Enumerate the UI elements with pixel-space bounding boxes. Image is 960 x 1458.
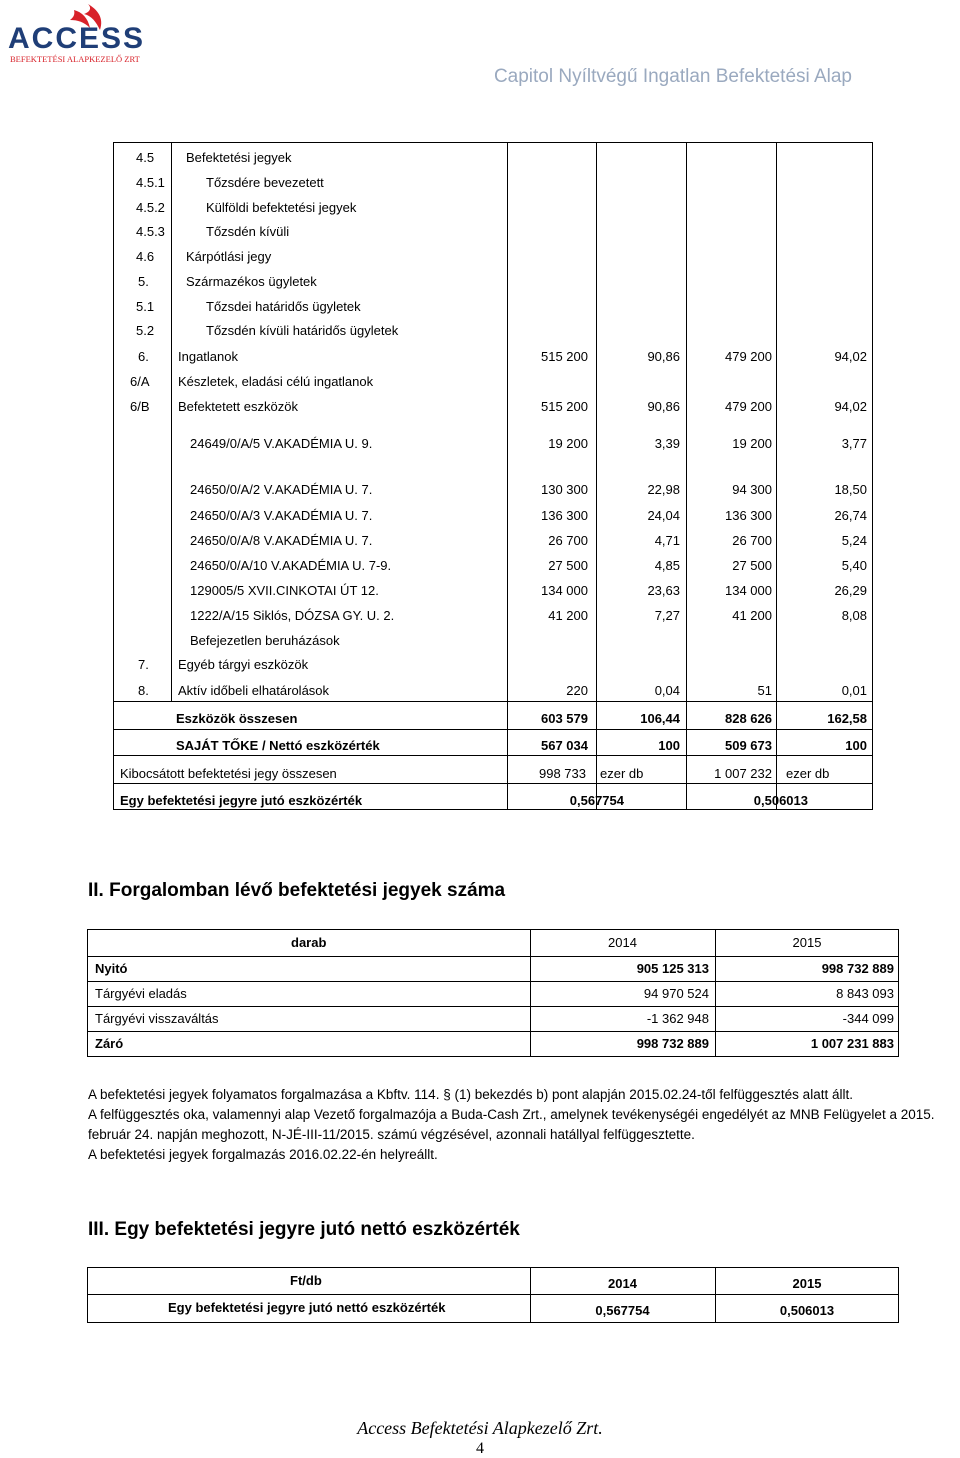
page-number: 4 [476, 1440, 484, 1457]
table-rule [171, 142, 172, 702]
table-rule [113, 755, 873, 756]
percent-2014: 0,04 [654, 683, 680, 698]
row-label: Befektetett eszközök [178, 399, 298, 414]
row-label: 24650/0/A/8 V.AKADÉMIA U. 7. [190, 533, 373, 548]
percent-2014: 90,86 [647, 349, 680, 364]
total-assets-2015: 828 626 [725, 711, 772, 726]
access-logo [4, 0, 176, 68]
row-code: 5. [138, 274, 149, 289]
row-label: Tőzsdén kívüli [206, 224, 290, 239]
total-assets-label: Eszközök összesen [176, 711, 298, 726]
table-rule [87, 929, 88, 1057]
value-2015: 136 300 [725, 508, 772, 523]
percent-2015: 3,77 [841, 436, 867, 451]
row-label: 24650/0/A/10 V.AKADÉMIA U. 7-9. [190, 558, 392, 573]
percent-2014: 4,71 [654, 533, 680, 548]
header-2015: 2015 [792, 935, 822, 950]
table-rule [596, 142, 597, 810]
table-rule [87, 981, 899, 982]
row-label: Záró [95, 1036, 124, 1051]
nav-per-unit-2014: 0,567754 [569, 793, 624, 808]
row-code: 4.6 [136, 249, 155, 264]
footer-company: Access Befektetési Alapkezelő Zrt. [357, 1418, 603, 1438]
row-code: 4.5.3 [136, 224, 165, 239]
table-rule [776, 142, 777, 810]
value-2015: 51 [757, 683, 772, 698]
table-rule [113, 783, 873, 784]
value-2014: 130 300 [541, 482, 588, 497]
table-rule [686, 142, 687, 810]
row-label: Származékos ügyletek [186, 274, 317, 289]
row-label: Tárgyévi visszaváltás [95, 1011, 219, 1026]
percent-2015: 5,40 [841, 558, 867, 573]
header-darab: darab [291, 935, 327, 950]
value-2015: -344 099 [842, 1011, 894, 1026]
equity-label: SAJÁT TŐKE / Nettó eszközérték [176, 738, 380, 753]
paragraph-1: A befektetési jegyek folyamatos forgalmazása a Kbftv. 114. § (1) bekezdés b) pont alapján 2015.02.24-től felfüggesztés alatt állt. [88, 1087, 853, 1102]
section-3-title: III. Egy befektetési jegyre jutó nettó eszközérték [88, 1219, 520, 1240]
row-code: 5.1 [136, 299, 155, 314]
value-2015: 479 200 [725, 349, 772, 364]
equity-pct-2014: 100 [658, 738, 680, 753]
row-code: 4.5.1 [136, 175, 165, 190]
value-2014: 136 300 [541, 508, 588, 523]
nav-per-unit-label: Egy befektetési jegyre jutó eszközérték [120, 793, 363, 808]
percent-2014: 90,86 [647, 399, 680, 414]
value-2014: 134 000 [541, 583, 588, 598]
value-2014: 19 200 [548, 436, 588, 451]
value-2014: 905 125 313 [636, 961, 709, 976]
equity-2015: 509 673 [725, 738, 772, 753]
row-label: Tőzsdei határidős ügyletek [206, 299, 361, 314]
table-rule [87, 1056, 899, 1057]
value-2015: 27 500 [732, 558, 772, 573]
row-label: Aktív időbeli elhatárolások [178, 683, 330, 698]
row-code: 4.5 [136, 150, 155, 165]
row-label: 1222/A/15 Siklós, DÓZSA GY. U. 2. [190, 608, 395, 623]
row-label: Befejezetlen beruházások [190, 633, 340, 648]
row-label: Külföldi befektetési jegyek [206, 200, 357, 215]
percent-2015: 26,29 [834, 583, 867, 598]
percent-2014: 23,63 [647, 583, 680, 598]
logo-subtitle: BEFEKTETÉSI ALAPKEZELŐ ZRT [10, 54, 140, 64]
percent-2015: 94,02 [834, 349, 867, 364]
page-header-title: Capitol Nyíltvégű Ingatlan Befektetési Alap [493, 66, 852, 87]
row-label: 24650/0/A/3 V.AKADÉMIA U. 7. [190, 508, 373, 523]
value-2014: 998 732 889 [636, 1036, 709, 1051]
row-code: 5.2 [136, 323, 155, 338]
row-label: 24650/0/A/2 V.AKADÉMIA U. 7. [190, 482, 373, 497]
row-code: 4.5.2 [136, 200, 165, 215]
issued-2015: 1 007 232 [714, 766, 772, 781]
percent-2015: 5,24 [841, 533, 867, 548]
paragraph-4: A befektetési jegyek forgalmazás 2016.02.22-én helyreállt. [88, 1147, 438, 1162]
row-code: 7. [138, 657, 149, 672]
value-2015: 26 700 [732, 533, 772, 548]
percent-2015: 18,50 [834, 482, 867, 497]
value-2014: 41 200 [548, 608, 588, 623]
header-2014: 2014 [608, 935, 637, 950]
table-rule [87, 929, 899, 930]
row-label: Befektetési jegyek [186, 150, 292, 165]
equity-2014: 567 034 [541, 738, 588, 753]
percent-2015: 8,08 [841, 608, 867, 623]
value-2014: 27 500 [548, 558, 588, 573]
issued-unit-2015: ezer db [786, 766, 830, 781]
logo-text: ACCESS [8, 22, 146, 55]
row-label: Tőzsdére bevezetett [206, 175, 324, 190]
value-2014: 26 700 [548, 533, 588, 548]
row-label: Tárgyévi eladás [95, 986, 187, 1001]
value-2015: 1 007 231 883 [810, 1036, 894, 1051]
table-rule [87, 1267, 88, 1323]
value-2014: 220 [566, 683, 588, 698]
value-2015: 479 200 [725, 399, 772, 414]
table-rule [113, 701, 114, 809]
percent-2014: 22,98 [647, 482, 680, 497]
value-2014: 515 200 [541, 349, 588, 364]
percent-2014: 7,27 [654, 608, 680, 623]
row-label: Ingatlanok [178, 349, 238, 364]
nav-per-unit-2015: 0,506013 [753, 793, 808, 808]
row-label: Egyéb tárgyi eszközök [178, 657, 309, 672]
issued-unit-2014: ezer db [600, 766, 644, 781]
paragraph-3: február 24. napján meghozott, N-JÉ-III-11/2015. számú végzésével, azonnali hatállyal felfüggesztette. [88, 1127, 695, 1142]
total-assets-2014: 603 579 [541, 711, 588, 726]
table-rule [87, 1031, 899, 1032]
row-code: 6. [138, 349, 149, 364]
value-2014: -1 362 948 [646, 1011, 709, 1026]
header-2015: 2015 [792, 1276, 822, 1291]
total-assets-pct-2014: 106,44 [640, 711, 680, 726]
value-2014: 94 970 524 [643, 986, 709, 1001]
row-label: Készletek, eladási célú ingatlanok [178, 374, 374, 389]
row-label: Egy befektetési jegyre jutó nettó eszközérték [168, 1300, 446, 1315]
row-label: 24649/0/A/5 V.AKADÉMIA U. 9. [190, 436, 373, 451]
row-code: 6/A [130, 374, 150, 389]
issued-2014: 998 733 [539, 766, 586, 781]
table-rule [87, 1006, 899, 1007]
issued-label: Kibocsátott befektetési jegy összesen [120, 766, 337, 781]
percent-2014: 3,39 [654, 436, 680, 451]
table-rule [113, 729, 873, 730]
value-2014: 0,567754 [595, 1303, 650, 1318]
table-rule [113, 142, 873, 143]
value-2015: 41 200 [732, 608, 772, 623]
header-2014: 2014 [608, 1276, 637, 1291]
percent-2015: 0,01 [841, 683, 867, 698]
table-rule [113, 142, 114, 702]
row-code: 6/B [130, 399, 150, 414]
row-label: Nyitó [95, 961, 128, 976]
percent-2014: 4,85 [654, 558, 680, 573]
value-2014: 515 200 [541, 399, 588, 414]
table-rule [507, 142, 508, 810]
percent-2014: 24,04 [647, 508, 680, 523]
value-2015: 0,506013 [779, 1303, 835, 1318]
table-rule [87, 1322, 899, 1323]
value-2015: 998 732 889 [821, 961, 894, 976]
value-2015: 134 000 [725, 583, 772, 598]
value-2015: 19 200 [732, 436, 772, 451]
row-label: Tőzsdén kívüli határidős ügyletek [206, 323, 399, 338]
table-rule [87, 1267, 899, 1268]
table-rule [113, 701, 873, 702]
value-2015: 94 300 [732, 482, 772, 497]
table-rule [87, 1294, 899, 1295]
table-rule [872, 142, 873, 810]
header-ft-db: Ft/db [290, 1273, 322, 1288]
equity-pct-2015: 100 [845, 738, 867, 753]
section-2-title: II. Forgalomban lévő befektetési jegyek száma [88, 880, 506, 901]
table-rule [113, 809, 873, 810]
table-rule [87, 956, 899, 957]
value-2015: 8 843 093 [836, 986, 894, 1001]
row-label: Kárpótlási jegy [186, 249, 272, 264]
percent-2015: 26,74 [834, 508, 867, 523]
percent-2015: 94,02 [834, 399, 867, 414]
total-assets-pct-2015: 162,58 [827, 711, 867, 726]
row-code: 8. [138, 683, 149, 698]
paragraph-2: A felfüggesztés oka, valamennyi alap Vezető forgalmazója a Buda-Cash Zrt., amelynek tevékenységéi engedélyét az MNB Felügyelet a 2015. [88, 1107, 935, 1122]
row-label: 129005/5 XVII.CINKOTAI ÚT 12. [190, 583, 379, 598]
